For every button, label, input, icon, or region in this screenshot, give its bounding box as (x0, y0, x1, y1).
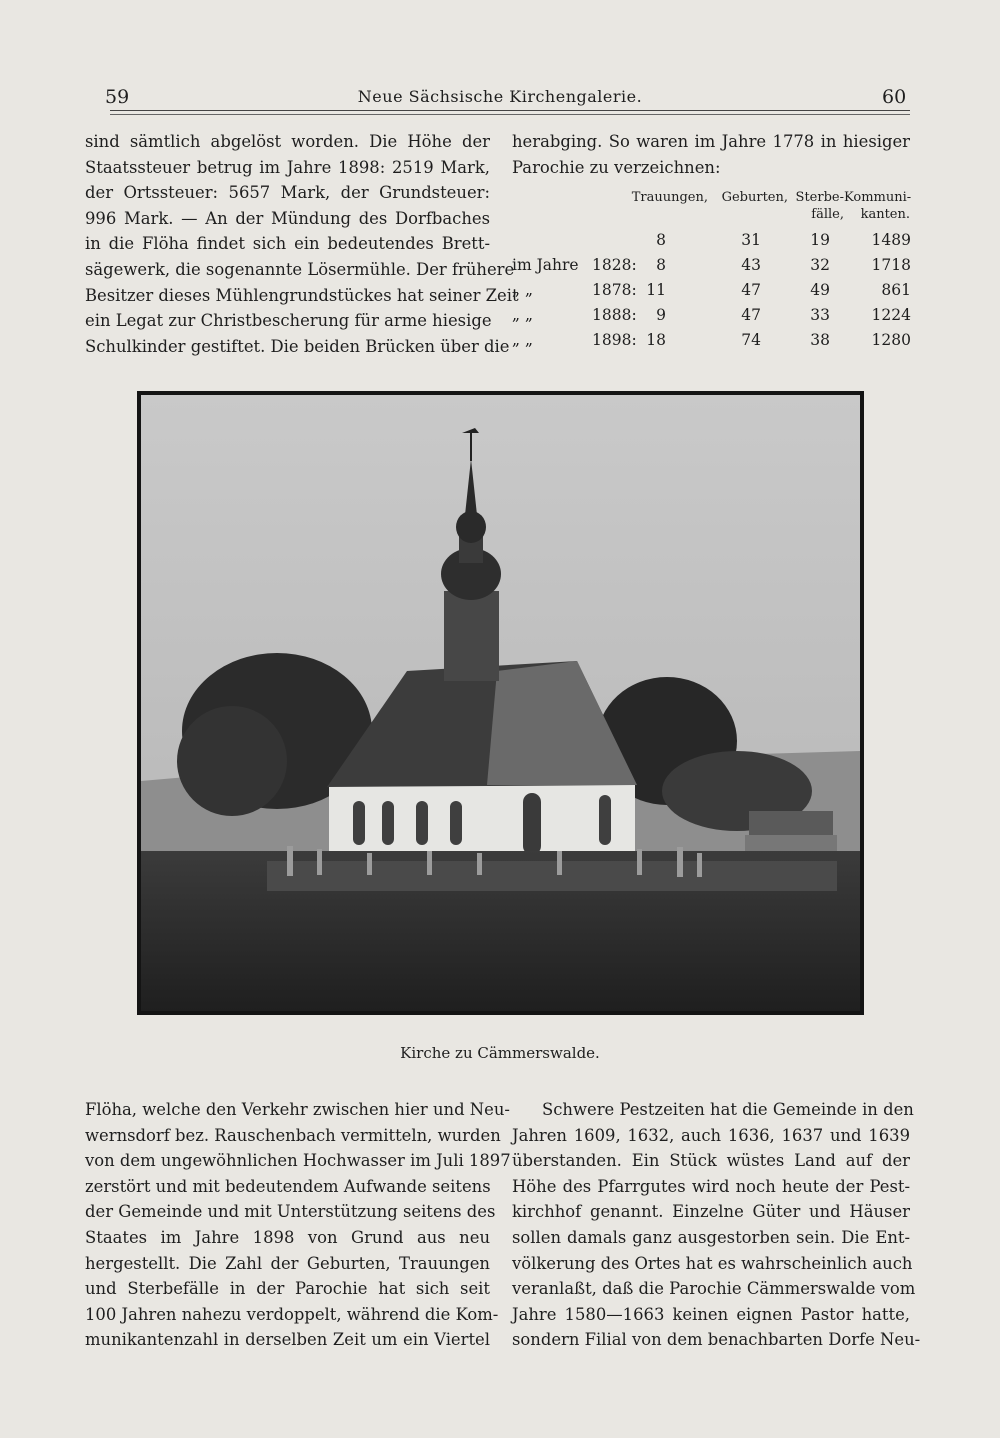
row-year: 1828: (592, 256, 637, 274)
col-header-kommuni-2: kanten. (860, 207, 910, 222)
right-column-bottom (512, 1097, 921, 1353)
row-label: „ „ (512, 306, 533, 324)
text-line: ein Legat zur Christbescherung für arme hiesige (85, 311, 492, 331)
table-row (512, 306, 910, 330)
cell-geburten: 74 (741, 331, 761, 349)
text-line: sondern Filial von dem benachbarten Dorfe Neu- (512, 1330, 921, 1350)
left-column-top (85, 129, 519, 359)
table-row (512, 331, 910, 355)
text-line: Flöha, welche den Verkehr zwischen hier und Neu- (85, 1100, 510, 1119)
text-line: der Gemeinde und mit Unterstützung seitens des (85, 1202, 496, 1222)
header-rule (110, 110, 910, 111)
row-year: 1878: (592, 281, 637, 299)
col-header-sterbe: Sterbe- (795, 190, 844, 205)
cell-sterbefaelle: 19 (810, 231, 830, 249)
church-photo (137, 391, 864, 1015)
cell-kommunikanten: 1718 (871, 256, 911, 274)
col-header-geburten: Geburten, (721, 190, 788, 205)
text-line: überstanden. Ein Stück wüstes Land auf der (512, 1151, 910, 1171)
table-row (512, 256, 910, 280)
photo-caption: Kirche zu Cämmerswalde. (400, 1044, 600, 1062)
col-header-kommuni: Kommuni- (844, 190, 912, 205)
cell-trauungen: 9 (656, 306, 666, 324)
text-line: von dem ungewöhnlichen Hochwasser im Juli 1897 (85, 1151, 511, 1171)
col-header-sterbe-2: fälle, (811, 207, 844, 222)
text-line: Höhe des Pfarrgutes wird noch heute der Pest- (512, 1176, 910, 1196)
header-rule-thin (110, 114, 910, 115)
row-year: 1888: (592, 306, 637, 324)
text-line: munikantenzahl in derselben Zeit um ein Viertel (85, 1330, 490, 1350)
cell-geburten: 43 (741, 256, 761, 274)
col-header-trauungen: Trauungen, (631, 190, 708, 205)
text-line: sind sämtlich abgelöst worden. Die Höhe der (85, 132, 490, 151)
text-line: 996 Mark. — An der Mündung des Dorfbaches (85, 208, 490, 228)
page-number-right: 60 (882, 86, 907, 108)
cell-trauungen: 11 (646, 281, 666, 299)
text-line: Jahren 1609, 1632, auch 1636, 1637 und 1639 (512, 1125, 910, 1145)
text-line: 100 Jahren nahezu verdoppelt, während die Kom- (85, 1304, 499, 1324)
text-line: zerstört und mit bedeutendem Aufwande seitens (85, 1176, 491, 1196)
cell-trauungen: 18 (646, 331, 666, 349)
table-row (512, 281, 910, 305)
row-label: im Jahre (512, 256, 579, 274)
running-title: Neue Sächsische Kirchengalerie. (357, 87, 643, 106)
cell-kommunikanten: 1489 (871, 231, 911, 249)
text-line: Besitzer dieses Mühlengrundstückes hat seiner Zeit (85, 285, 519, 305)
right-column-top (512, 129, 910, 180)
cell-trauungen: 8 (656, 231, 666, 249)
text-line: völkerung des Ortes hat es wahrscheinlich auch (512, 1253, 913, 1273)
cell-geburten: 47 (741, 306, 761, 324)
cell-sterbefaelle: 32 (810, 256, 830, 274)
cell-geburten: 47 (741, 281, 761, 299)
text-line: Staates im Jahre 1898 von Grund aus neu (85, 1227, 490, 1247)
text-line: hergestellt. Die Zahl der Geburten, Trauungen (85, 1253, 490, 1273)
text-line: der Ortssteuer: 5657 Mark, der Grundsteuer: (85, 183, 490, 203)
text-line: sägewerk, die sogenannte Lösermühle. Der frühere (85, 259, 515, 279)
text-line: veranlaßt, daß die Parochie Cämmerswalde vom (512, 1279, 916, 1299)
cell-geburten: 31 (741, 231, 761, 249)
text-line: und Sterbefälle in der Parochie hat sich seit (85, 1279, 490, 1299)
cell-kommunikanten: 1224 (871, 306, 911, 324)
cell-sterbefaelle: 33 (810, 306, 830, 324)
text-line: wernsdorf bez. Rauschenbach vermitteln, wurden (85, 1125, 501, 1145)
text-line: kirchhof genannt. Einzelne Güter und Häuser (512, 1202, 910, 1222)
cell-sterbefaelle: 38 (810, 331, 830, 349)
cell-kommunikanten: 861 (881, 281, 911, 299)
text-line: herabging. So waren im Jahre 1778 in hiesiger (512, 132, 910, 151)
text-line: Parochie zu verzeichnen: (512, 157, 721, 177)
cell-sterbefaelle: 49 (810, 281, 830, 299)
page-header (0, 86, 1000, 116)
church-photo-illustration (137, 391, 864, 1015)
row-year: 1898: (592, 331, 637, 349)
text-line: Staatssteuer betrug im Jahre 1898: 2519 Mark, (85, 157, 490, 177)
left-column-bottom (85, 1097, 511, 1353)
row-label: „ „ (512, 331, 533, 349)
text-line: Schwere Pestzeiten hat die Gemeinde in den (542, 1100, 914, 1119)
text-line: sollen damals ganz ausgestorben sein. Die Ent- (512, 1227, 910, 1247)
text-line: in die Flöha findet sich ein bedeutendes Brett- (85, 234, 490, 254)
cell-kommunikanten: 1280 (871, 331, 911, 349)
row-label: „ „ (512, 281, 533, 299)
cell-trauungen: 8 (656, 256, 666, 274)
page-number-left: 59 (105, 86, 130, 108)
text-line: Jahre 1580—1663 keinen eignen Pastor hatte, (512, 1304, 910, 1324)
table-row (512, 231, 910, 255)
text-line: Schulkinder gestiftet. Die beiden Brücken über die (85, 336, 510, 356)
